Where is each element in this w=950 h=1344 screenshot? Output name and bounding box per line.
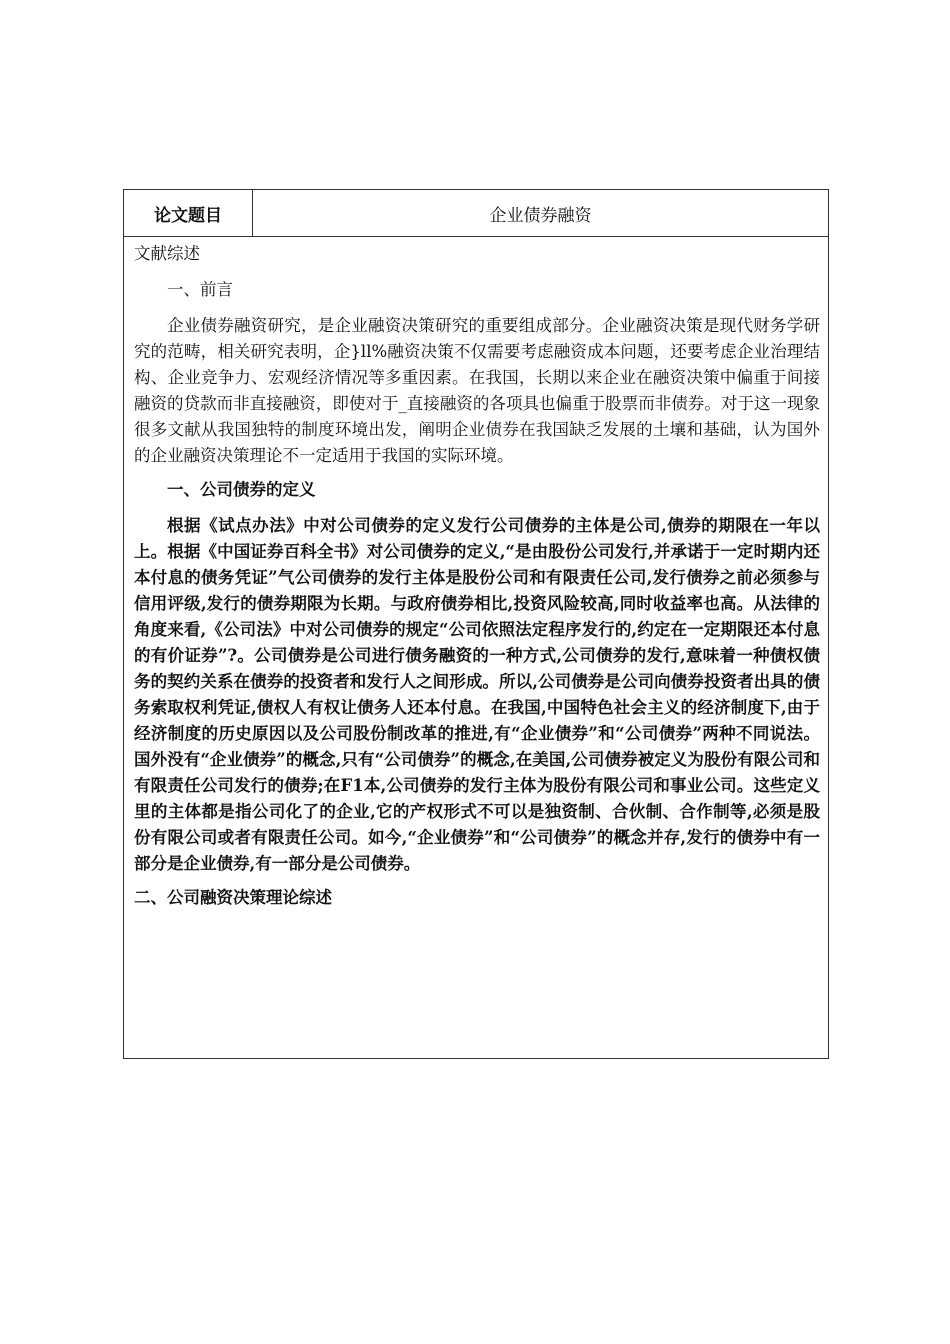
intro-paragraph: 企业债券融资研究，是企业融资决策研究的重要组成部分。企业融资决策是现代财务学研究的范畴，相关研究表明，企}ll%融资决策不仅需要考虑融资成本问题，还要考虑企业治理结构、企业竞争力、宏观经济情况等多重因素。在我国，长期以来企业在融资决策中偏重于间接融资的贷款而非直接融资，即使对于_直接融资的各项具也偏重于股票而非债券。对于这一现象很多文献从我国独特的制度环境出发，阐明企业债券在我国缺乏发展的土壤和基础，认为国外的企业融资决策理论不一定适用于我国的实际环境。 — [134, 316, 820, 465]
definition-heading: 一、公司债券的定义 — [167, 480, 316, 499]
literature-review-body — [124, 237, 828, 911]
title-row — [124, 190, 828, 237]
section-label: 文献综述 — [134, 244, 200, 263]
intro-heading: 一、前言 — [167, 280, 233, 299]
thesis-form-table — [123, 189, 829, 1059]
theory-heading: 二、公司融资决策理论综述 — [134, 888, 332, 907]
thesis-title-label: 论文题目 — [124, 190, 253, 236]
thesis-title-value: 企业债券融资 — [489, 205, 592, 226]
definition-paragraph: 根据《试点办法》中对公司债券的定义发行公司债券的主体是公司,债券的期限在一年以上。根据《中国证券百科全书》对公司债券的定义,“是由股份公司发行,并承诺于一定时期内还本付息的债务凭证”气公司债券的发行主体是股份公司和有限责任公司,发行债券之前必须参与信用评级,发行的债券期限为长期。与政府债券相比,投资风险较高,同时收益率也高。从法律的角度来看,《公司法》中对公司债券的规定“公司依照法定程序发行的,约定在一定期限还本付息的有价证券”?。公司债券是公司进行债务融资的一种方式,公司债券的发行,意味着一种债权债务的契约关系在债券的投资者和发行人之间形成。所以,公司债券是公司向债券投资者出具的债务索取权利凭证,债权人有权让债务人还本付息。在我国,中国特色社会主义的经济制度下,由于经济制度的历史原因以及公司股份制改革的推进,有“企业债券”和“公司债券”两种不同说法。国外没有“企业债券”的概念,只有“公司债券”的概念,在美国,公司债券被定义为股份有限公司和有限责任公司发行的债券;在F1本,公司债券的发行主体为股份有限公司和事业公司。这些定义里的主体都是指公司化了的企业,它的产权形式不可以是独资制、合伙制、合作制等,必须是股份有限公司或者有限责任公司。如今,“企业债券”和“公司债券”的概念并存,发行的债券中有一部分是企业债券,有一部分是公司债券。 — [134, 516, 820, 873]
